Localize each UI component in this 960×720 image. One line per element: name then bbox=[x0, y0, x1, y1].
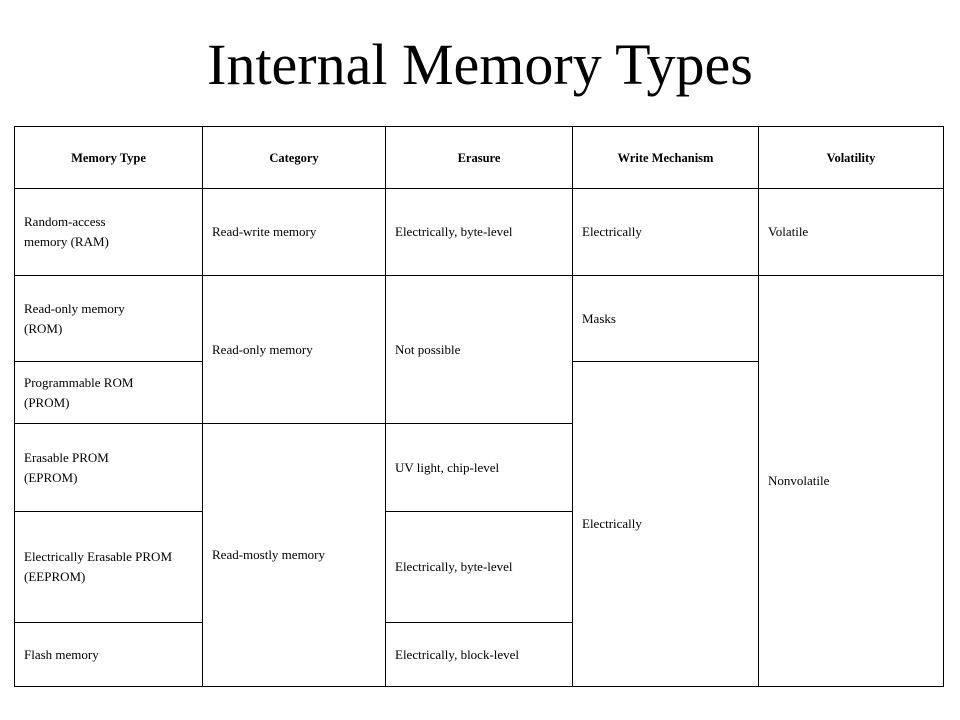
cell-type-flash bbox=[15, 623, 203, 687]
header-volatility: Volatility bbox=[759, 127, 944, 189]
cell-write-rom: Masks bbox=[573, 276, 759, 362]
cell-erasure-flash: Electrically, block-level bbox=[386, 623, 573, 687]
header-memory-type: Memory Type bbox=[15, 127, 203, 189]
cell-type-eeprom bbox=[15, 512, 203, 623]
cell-erasure-eprom: UV light, chip-level bbox=[386, 424, 573, 512]
type-label-prom: Programmable ROM (PROM) bbox=[24, 374, 134, 410]
cell-erasure-not-possible: Not possible bbox=[386, 276, 573, 424]
type-label-eeprom: Electrically Erasable PROM (EEPROM) bbox=[24, 549, 173, 584]
cell-erasure-ram: Electrically, byte-level bbox=[386, 189, 573, 276]
cell-type-eprom bbox=[15, 424, 203, 512]
cell-type-ram bbox=[15, 189, 203, 276]
cell-category-ram: Read-write memory bbox=[203, 189, 386, 276]
cell-write-electrically-merged: Electrically bbox=[573, 362, 759, 687]
cell-type-rom bbox=[15, 276, 203, 362]
header-erasure: Erasure bbox=[386, 127, 573, 189]
type-label-ram: Random-access memory (RAM) bbox=[24, 214, 109, 249]
type-label-rom: Read-only memory (ROM) bbox=[24, 300, 125, 336]
cell-erasure-eeprom: Electrically, byte-level bbox=[386, 512, 573, 623]
memory-types-table bbox=[14, 126, 944, 687]
type-label-eprom: Erasable PROM (EPROM) bbox=[24, 449, 109, 485]
cell-volatility-nonvolatile: Nonvolatile bbox=[759, 276, 944, 687]
table-row-ram bbox=[15, 189, 944, 276]
header-category: Category bbox=[203, 127, 386, 189]
slide-title: Internal Memory Types bbox=[207, 32, 753, 97]
cell-type-prom bbox=[15, 362, 203, 424]
header-write-mechanism: Write Mechanism bbox=[573, 127, 759, 189]
cell-volatility-ram: Volatile bbox=[759, 189, 944, 276]
table-header-row bbox=[15, 127, 944, 189]
cell-category-read-mostly: Read-mostly memory bbox=[203, 424, 386, 687]
cell-category-read-only: Read-only memory bbox=[203, 276, 386, 424]
type-label-flash: Flash memory bbox=[24, 646, 99, 662]
table-row-rom bbox=[15, 276, 944, 362]
cell-write-ram: Electrically bbox=[573, 189, 759, 276]
